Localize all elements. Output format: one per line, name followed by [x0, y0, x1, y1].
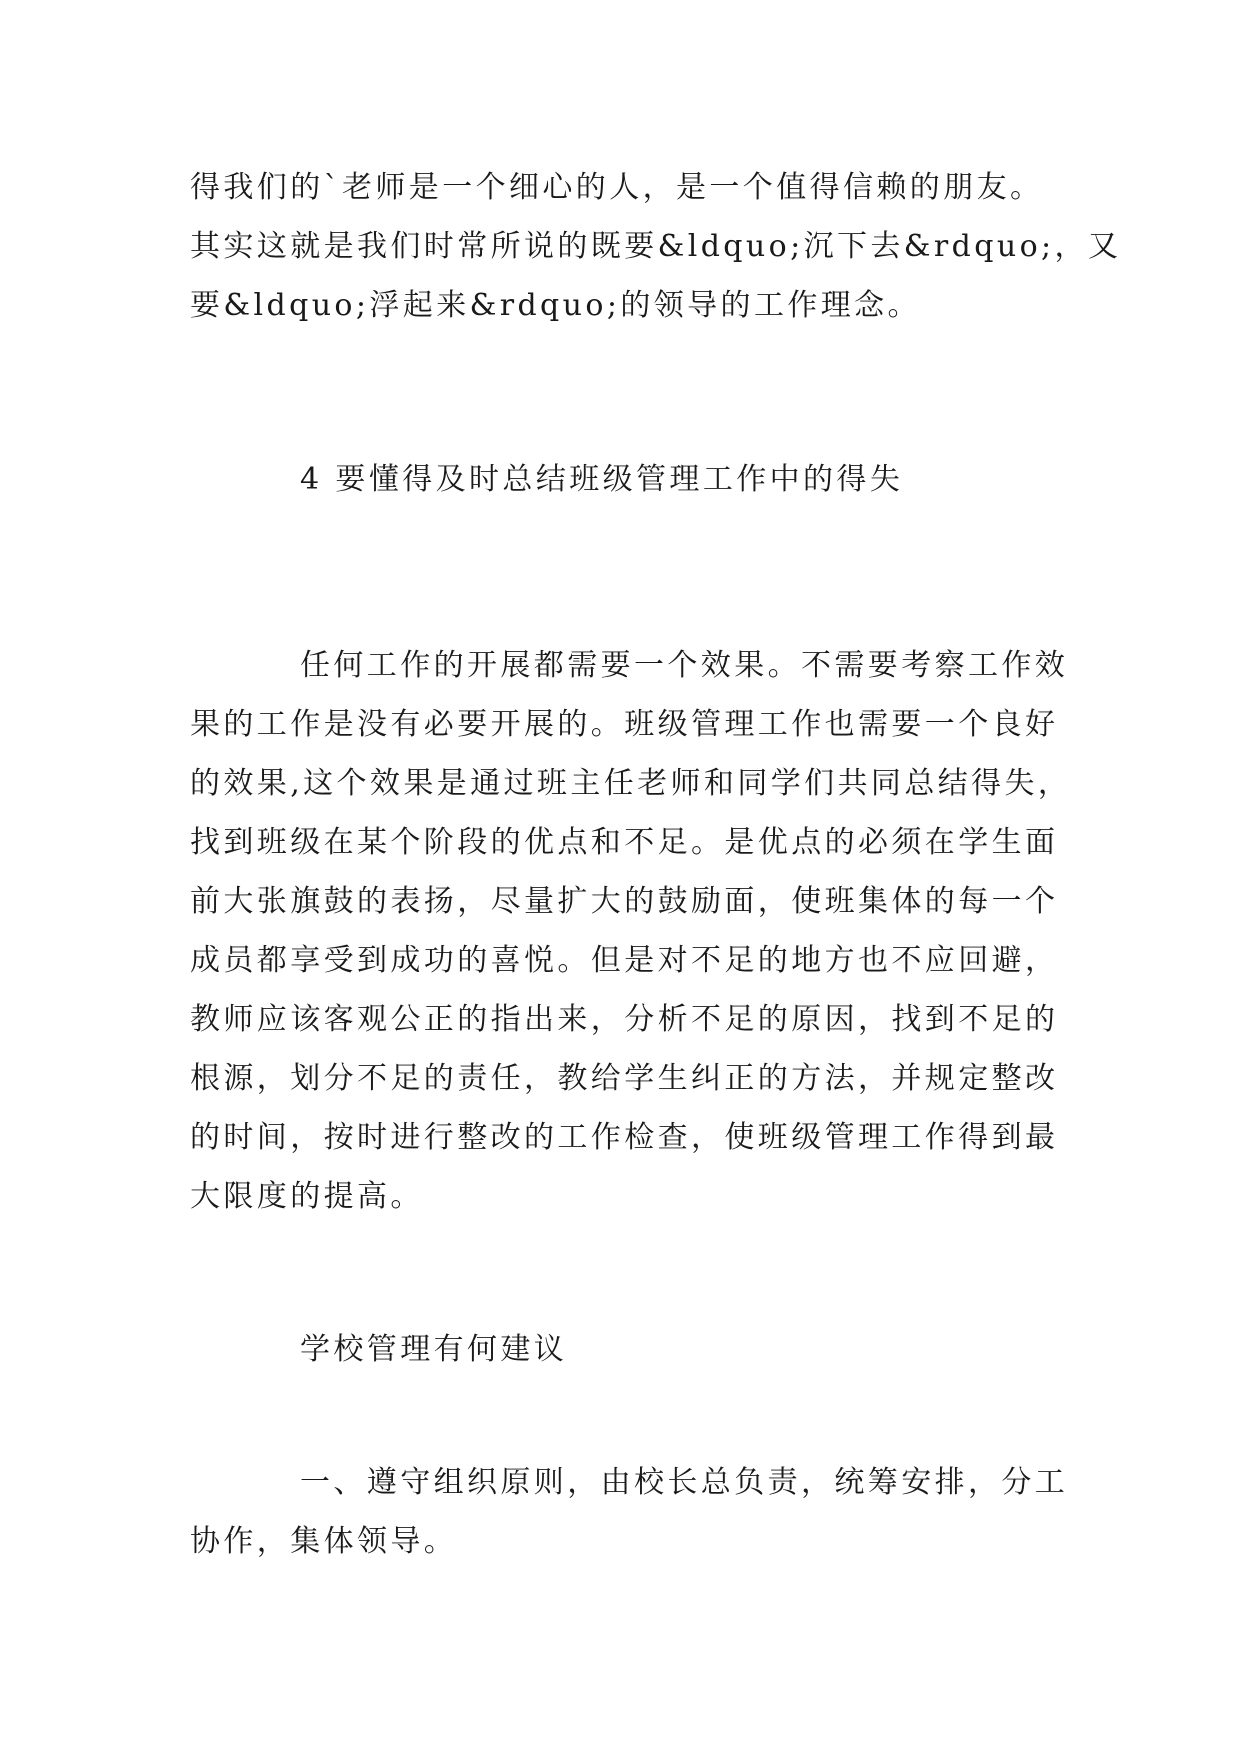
paragraph-1-line: 得我们的`老师是一个细心的人，是一个值得信赖的朋友。: [190, 170, 1044, 205]
paragraph-2-line: 前大张旗鼓的表扬，尽量扩大的鼓励面，使班集体的每一个: [190, 884, 1059, 919]
section-heading-school-management: 学校管理有何建议: [300, 1332, 568, 1367]
paragraph-2-line: 根源，划分不足的责任，教给学生纠正的方法，并规定整改: [190, 1061, 1059, 1096]
paragraph-2: [190, 636, 1072, 1285]
paragraph-3: [190, 1453, 1069, 1571]
paragraph-1-line: 其实这就是我们时常所说的既要&ldquo;沉下去&rdquo;，又: [190, 229, 1122, 264]
paragraph-2-line: 教师应该客观公正的指出来，分析不足的原因，找到不足的: [190, 1002, 1059, 1037]
paragraph-1: [190, 158, 1122, 335]
paragraph-3-line: 协作，集体领导。: [190, 1524, 458, 1559]
paragraph-2-line: 的效果,这个效果是通过班主任老师和同学们共同总结得失，: [190, 766, 1072, 801]
section-heading-summary: 4 要懂得及时总结班级管理工作中的得失: [300, 462, 904, 497]
paragraph-2-line: 任何工作的开展都需要一个效果。不需要考察工作效: [300, 648, 1069, 683]
paragraph-2-line: 成员都享受到成功的喜悦。但是对不足的地方也不应回避，: [190, 943, 1059, 978]
paragraph-2-line: [190, 1226, 1060, 1285]
paragraph-2-line: 找到班级在某个阶段的优点和不足。是优点的必须在学生面: [190, 825, 1059, 860]
paragraph-1-line: 要&ldquo;浮起来&rdquo;的领导的工作理念。: [190, 288, 921, 323]
paragraph-2-line: 大限度的提高。: [190, 1179, 424, 1214]
paragraph-2-line: 果的工作是没有必要开展的。班级管理工作也需要一个良好: [190, 707, 1059, 742]
paragraph-2-line: 的时间，按时进行整改的工作检查，使班级管理工作得到最: [190, 1120, 1059, 1155]
paragraph-3-line: 一、遵守组织原则，由校长总负责，统筹安排，分工: [300, 1465, 1069, 1500]
